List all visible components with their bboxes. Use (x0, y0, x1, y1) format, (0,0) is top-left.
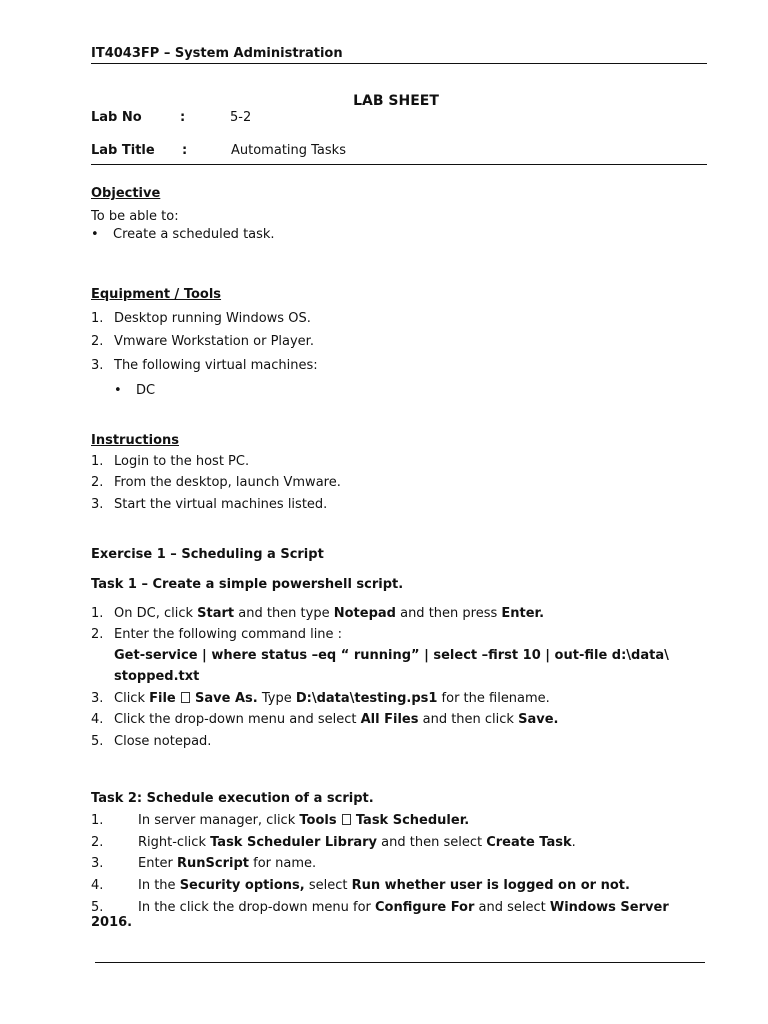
arrow-glyph-icon (342, 814, 351, 825)
lab-title-label: Lab Title (91, 143, 155, 158)
exercise-heading: Exercise 1 – Scheduling a Script (91, 547, 324, 562)
command-line-cont: stopped.txt (114, 669, 200, 684)
header-rule (91, 63, 707, 64)
instruction-item: From the desktop, launch Vmware. (114, 475, 341, 490)
task2-step-5: In the click the drop-down menu for Configure For and select Windows Server (138, 900, 669, 915)
footer-rule (95, 962, 705, 963)
equipment-heading: Equipment / Tools (91, 287, 222, 302)
objective-heading: Objective (91, 186, 161, 201)
instruction-num: 3. (91, 497, 104, 512)
lab-title-sep: : (182, 143, 188, 158)
step-num: 2. (91, 627, 104, 642)
step-num: 3. (91, 691, 104, 706)
vm-bullet: • (114, 383, 122, 398)
task1-step-2: Enter the following command line : (114, 627, 343, 642)
lab-no-sep: : (180, 110, 186, 125)
task2-step-4: In the Security options, select Run whether user is logged on or not. (138, 878, 630, 893)
instruction-item: Login to the host PC. (114, 454, 250, 469)
task1-heading: Task 1 – Create a simple powershell script. (91, 577, 404, 592)
equipment-num: 1. (91, 311, 104, 326)
task2-step-1: In server manager, click Tools Task Scheduler. (138, 813, 470, 828)
instruction-num: 2. (91, 475, 104, 490)
step-num: 5. (91, 734, 104, 749)
equipment-item: Vmware Workstation or Player. (114, 334, 314, 349)
instruction-item: Start the virtual machines listed. (114, 497, 328, 512)
step-num: 3. (91, 856, 104, 871)
task1-step-1: On DC, click Start and then type Notepad and then press Enter. (114, 606, 545, 621)
equipment-num: 3. (91, 358, 104, 373)
step-num: 1. (91, 813, 104, 828)
course-header: IT4043FP – System Administration (91, 46, 343, 61)
lab-no-label: Lab No (91, 110, 142, 125)
objective-intro: To be able to: (91, 209, 179, 224)
task1-step-3: Click File Save As. Type D:\data\testing.ps1 for the filename. (114, 691, 550, 706)
arrow-glyph-icon (181, 692, 190, 703)
instructions-heading: Instructions (91, 433, 180, 448)
step-num: 4. (91, 878, 104, 893)
task1-step-4: Click the drop-down menu and select All Files and then click Save. (114, 712, 559, 727)
equipment-item: The following virtual machines: (114, 358, 318, 373)
vm-item: DC (136, 383, 156, 398)
equipment-item: Desktop running Windows OS. (114, 311, 311, 326)
step-num: 1. (91, 606, 104, 621)
command-line: Get-service | where status –eq “ running” | select –first 10 | out-file d:\data\ (114, 648, 669, 663)
step-num: 4. (91, 712, 104, 727)
task2-step-3: Enter RunScript for name. (138, 856, 317, 871)
objective-bullet: • (91, 227, 99, 242)
objective-item: Create a scheduled task. (113, 227, 275, 242)
equipment-num: 2. (91, 334, 104, 349)
instruction-num: 1. (91, 454, 104, 469)
task2-step-2: Right-click Task Scheduler Library and then select Create Task. (138, 835, 576, 850)
title-rule (91, 164, 707, 165)
page-title: LAB SHEET (353, 93, 439, 109)
task1-step-5: Close notepad. (114, 734, 212, 749)
task2-heading: Task 2: Schedule execution of a script. (91, 791, 374, 806)
step-num: 5. (91, 900, 104, 915)
task2-step-5-cont: 2016. (91, 915, 133, 930)
lab-no-value: 5-2 (230, 110, 252, 125)
lab-title-value: Automating Tasks (231, 143, 346, 158)
step-num: 2. (91, 835, 104, 850)
